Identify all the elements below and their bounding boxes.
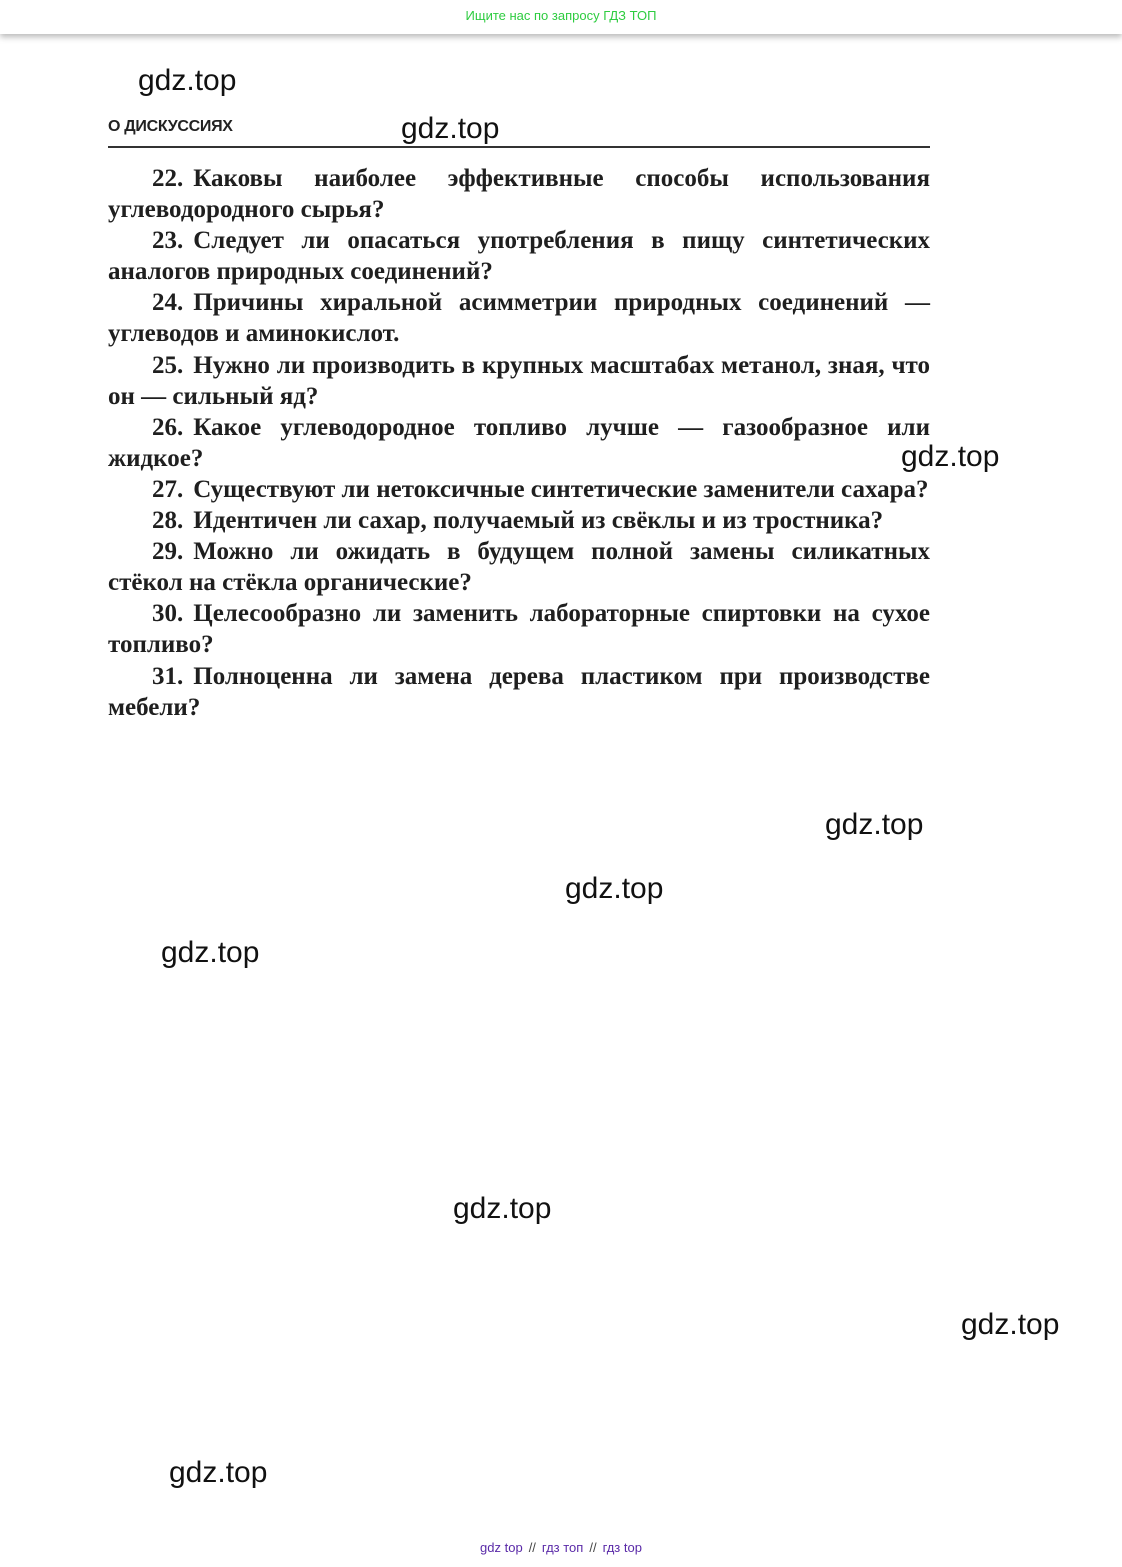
watermark: gdz.top — [401, 112, 500, 145]
question-text: Каковы наиболее эффективные способы использования углеводородного сырья? — [108, 165, 930, 224]
question-number: 26. — [152, 413, 184, 441]
question-number: 24. — [152, 289, 184, 317]
search-hint-link[interactable]: Ищите нас по запросу ГДЗ ТОП — [465, 8, 657, 23]
question-24 — [108, 287, 930, 349]
question-text: Полноценна ли замена дерева пластиком при производстве мебели? — [108, 662, 930, 721]
question-26 — [108, 412, 930, 474]
top-banner — [0, 0, 1122, 34]
section-title: О ДИСКУССИЯХ — [108, 118, 233, 135]
footer-link-gdz-top-ru[interactable]: гдз топ — [541, 1540, 584, 1555]
question-text: Можно ли ожидать в будущем полной замены силикатных стёкол на стёкла органические? — [108, 538, 930, 597]
watermark: gdz.top — [453, 1192, 552, 1225]
footer-link-gdz-top[interactable]: gdz top — [480, 1540, 523, 1555]
question-23 — [108, 225, 930, 287]
watermark: gdz.top — [961, 1308, 1060, 1341]
question-text: Причины хиральной асимметрии природных соединений — углеводов и аминокислот. — [108, 289, 930, 348]
question-29 — [108, 536, 930, 598]
footer-link-gdz-top-mixed[interactable]: гдз top — [602, 1540, 642, 1555]
question-text: Идентичен ли сахар, получаемый из свёклы и из тростника? — [193, 507, 884, 535]
watermark: gdz.top — [161, 936, 260, 969]
question-30 — [108, 598, 930, 660]
question-number: 29. — [152, 538, 184, 566]
watermark: gdz.top — [169, 1456, 268, 1489]
question-text: Какое углеводородное топливо лучше — газообразное или жидкое? — [108, 413, 930, 472]
question-number: 31. — [152, 662, 184, 690]
question-list — [108, 163, 930, 723]
question-number: 28. — [152, 507, 184, 535]
watermark: gdz.top — [138, 64, 237, 97]
watermark: gdz.top — [565, 872, 664, 905]
question-27 — [108, 474, 930, 505]
question-number: 30. — [152, 600, 184, 628]
question-number: 23. — [152, 227, 184, 255]
question-22 — [108, 163, 930, 225]
question-text: Нужно ли производить в крупных масштабах метанол, зная, что он — сильный яд? — [108, 351, 930, 410]
question-number: 25. — [152, 351, 184, 379]
question-number: 22. — [152, 165, 184, 192]
question-text: Существуют ли нетоксичные синтетические заменители сахара? — [193, 475, 929, 503]
question-text: Следует ли опасаться употребления в пищу синтетических аналогов природных соединений? — [108, 227, 930, 286]
question-28 — [108, 505, 930, 536]
section-header — [108, 116, 930, 148]
question-number: 27. — [152, 475, 184, 503]
question-31 — [108, 661, 930, 723]
question-text: Целесообразно ли заменить лабораторные спиртовки на сухое топливо? — [108, 600, 930, 659]
footer-links — [0, 1540, 1122, 1555]
question-25 — [108, 350, 930, 412]
watermark: gdz.top — [901, 440, 1000, 473]
watermark: gdz.top — [825, 808, 924, 841]
footer-separator: // — [528, 1540, 536, 1555]
footer-separator: // — [589, 1540, 597, 1555]
